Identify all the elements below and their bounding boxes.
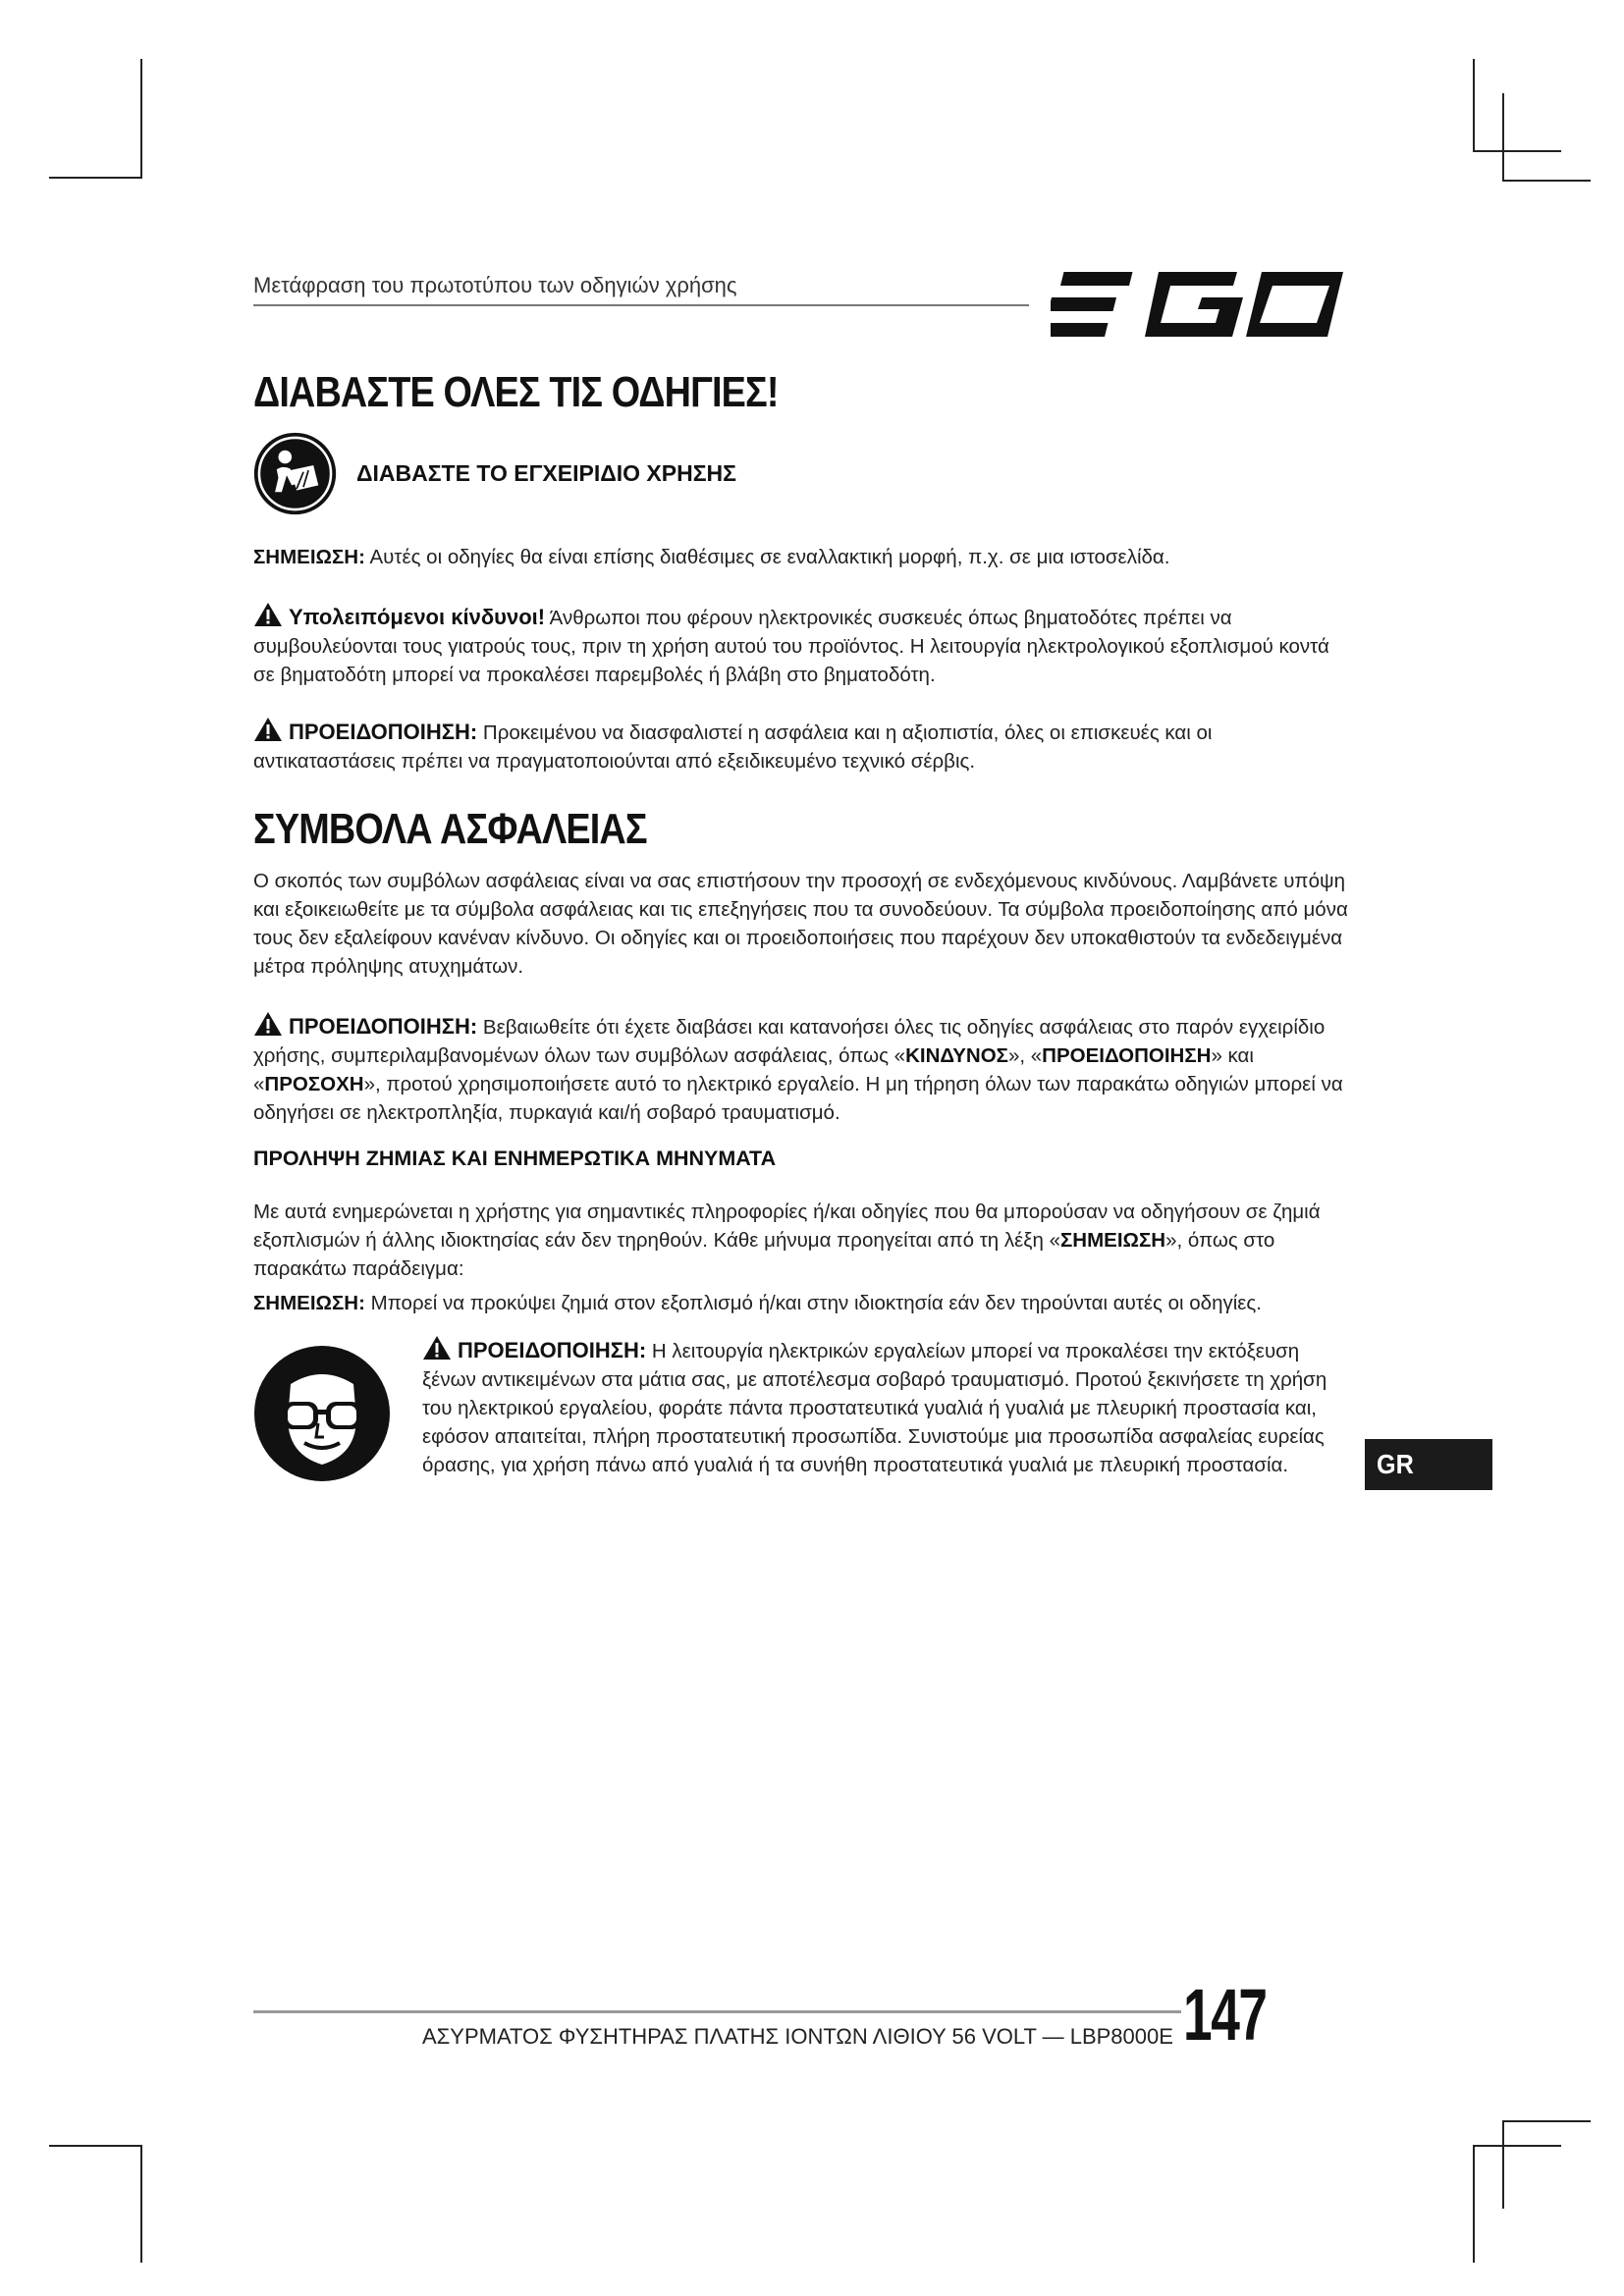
caution-keyword: ΠΡΟΣΟΧΗ <box>264 1073 364 1095</box>
crop-mark <box>1502 93 1504 182</box>
residual-risk-label: Υπολειπόμενοι κίνδυνοι! <box>289 605 546 629</box>
crop-mark <box>1502 2120 1504 2209</box>
intro-paragraph: Ο σκοπός των συμβόλων ασφάλειας είναι να σας επιστήσουν την προσοχή σε ενδεχόμενους κινδύνους. Λαμβάνετε υπόψη και εξοικειωθείτε με τα σύμβολα ασφάλειας και τις επεξηγήσεις που τα συνοδεύουν. Τα σύμβολα προειδοποίησης από μόνα τους δεν εξαλείφουν κανέναν κίνδυνο. Οι οδηγίες και οι προειδοποιήσεις που παρέχουν δεν υποκαθιστούν τα ενδεδειγμένα μέτρα πρόληψης ατυχημάτων. <box>253 870 1348 978</box>
section-title: ΣΥΜΒΟΛΑ ΑΣΦΑΛΕΙΑΣ <box>253 805 647 853</box>
crop-mark <box>1473 2145 1561 2147</box>
info-paragraph <box>253 1198 1353 1283</box>
warning-text: Βεβαιωθείτε ότι έχετε διαβάσει και κατανοήσει όλες τις οδηγίες ασφάλειας στο παρόν εγχειρίδιο χρήσης, συμπεριλαμβανομένων όλων των συμβόλων ασφάλειας, όπως « <box>253 1016 1326 1067</box>
language-tab <box>1365 1439 1492 1490</box>
warning-text: », « <box>1007 1044 1043 1067</box>
crop-mark <box>140 2145 142 2263</box>
crop-mark <box>49 2145 142 2147</box>
warning-triangle-icon <box>422 1335 452 1361</box>
info-text: », όπως στο παρακάτω παράδειγμα: <box>253 1229 1275 1280</box>
note-text: Αυτές οι οδηγίες θα είναι επίσης διαθέσιμες σε εναλλακτική μορφή, π.χ. σε μια ιστοσελίδα. <box>364 546 1170 568</box>
warning-label: ΠΡΟΕΙΔΟΠΟΙΗΣΗ: <box>458 1338 647 1362</box>
danger-keyword: ΚΙΝΔΥΝΟΣ <box>905 1044 1008 1067</box>
note-example-paragraph <box>253 1289 1353 1317</box>
page-number: 147 <box>1183 1974 1267 2056</box>
residual-risk-paragraph <box>253 602 1353 689</box>
translation-note: Μετάφραση του πρωτοτύπου των οδηγιών χρήσης <box>253 273 737 297</box>
eye-warning-paragraph <box>422 1335 1350 1479</box>
crop-mark <box>140 59 142 177</box>
note-paragraph <box>253 543 1353 571</box>
footer-product-title: ΑΣΥΡΜΑΤΟΣ ΦΥΣΗΤΗΡΑΣ ΠΛΑΤΗΣ ΙΟΝΤΩΝ ΛΙΘΙΟΥ 56 VOLT — LBP8000E <box>422 2024 1173 2049</box>
crop-mark <box>49 177 142 179</box>
warning-label: ΠΡΟΕΙΔΟΠΟΙΗΣΗ: <box>289 1014 478 1039</box>
warning-triangle-icon <box>253 1011 283 1037</box>
eye-protection-icon <box>253 1345 391 1482</box>
crop-mark <box>1502 2120 1591 2122</box>
footer-rule <box>253 2010 1181 2013</box>
crop-mark <box>1473 2145 1475 2263</box>
warning-keyword: ΠΡΟΕΙΔΟΠΟΙΗΣΗ <box>1042 1044 1212 1067</box>
ego-logo <box>1051 270 1345 339</box>
crop-mark <box>1502 180 1591 182</box>
note-keyword: ΣΗΜΕΙΩΣΗ <box>1059 1229 1166 1252</box>
warning-text: » και « <box>253 1044 1254 1095</box>
warning-text: Η λειτουργία ηλεκτρικών εργαλείων μπορεί να προκαλέσει την εκτόξευση ξένων αντικειμένων στα μάτια σας, με αποτέλεσμα σοβαρό τραυματισμό. Προτού ξεκινήσετε τη χρήση του ηλεκτρικού εργαλείου, φοράτε πάντα προστατευτικά γυαλιά ή γυαλιά με πλευρική προστασία και, εφόσον απαιτείται, πλήρη προστατευτική προσωπίδα. Συνιστούμε μια προσωπίδα ασφαλείας ευρείας όρασης, για χρήση πάνω από γυαλιά ή τα συνήθη προστατευτικά γυαλιά με πλευρική προστασία. <box>422 1340 1327 1476</box>
warning-label: ΠΡΟΕΙΔΟΠΟΙΗΣΗ: <box>289 720 478 744</box>
damage-prevention-heading: ΠΡΟΛΗΨΗ ΖΗΜΙΑΣ ΚΑΙ ΕΝΗΜΕΡΩΤΙΚΑ ΜΗΝΥΜΑΤΑ <box>253 1147 777 1170</box>
language-tab-label: GR <box>1377 1449 1414 1479</box>
header-rule <box>253 304 1029 306</box>
warning-text: Προκειμένου να διασφαλιστεί η ασφάλεια και η αξιοπιστία, όλες οι επισκευές και οι αντικαταστάσεις πρέπει να πραγματοποιούνται από εξειδικευμένο τεχνικό σέρβις. <box>253 721 1213 773</box>
warning-triangle-icon <box>253 717 283 742</box>
read-manual-label: ΔΙΑΒΑΣΤΕ ΤΟ ΕΓΧΕΙΡΙΔΙΟ ΧΡΗΣΗΣ <box>356 460 736 486</box>
warning-paragraph <box>253 717 1353 775</box>
residual-risk-text: Άνθρωποι που φέρουν ηλεκτρονικές συσκευές όπως βηματοδότες πρέπει να συμβουλεύονται τους γιατρούς τους, πριν τη χρήση αυτού του προϊόντος. Η λειτουργία ηλεκτρολογικού εξοπλισμού κοντά σε βηματοδότη μπορεί να προκαλέσει παρεμβολές ή βλάβη στο βηματοδότη. <box>253 607 1329 686</box>
crop-mark <box>1473 150 1561 152</box>
warning-triangle-icon <box>253 602 283 627</box>
crop-mark <box>1473 59 1475 152</box>
safety-warning-paragraph <box>253 1011 1353 1127</box>
note-text: Μπορεί να προκύψει ζημιά στον εξοπλισμό ή/και στην ιδιοκτησία εάν δεν τηρούνται αυτές οι οδηγίες. <box>364 1292 1262 1314</box>
note-label: ΣΗΜΕΙΩΣΗ: <box>253 546 365 568</box>
page-title: ΔΙΑΒΑΣΤΕ ΟΛΕΣ ΤΙΣ ΟΔΗΓΙΕΣ! <box>253 368 779 416</box>
read-manual-icon <box>253 432 337 515</box>
info-text: Με αυτά ενημερώνεται η χρήστης για σημαντικές πληροφορίες ή/και οδηγίες που θα μπορούσαν να οδηγήσουν σε ζημιά εξοπλισμών ή άλλης ιδιοκτησίας εάν δεν τηρηθούν. Κάθε μήνυμα προηγείται από τη λέξη « <box>253 1201 1321 1252</box>
note-label: ΣΗΜΕΙΩΣΗ: <box>253 1292 365 1314</box>
warning-text: », προτού χρησιμοποιήσετε αυτό το ηλεκτρικό εργαλείο. Η μη τήρηση όλων των παρακάτω οδηγιών μπορεί να οδηγήσει σε ηλεκτροπληξία, πυρκαγιά και/ή σοβαρό τραυματισμό. <box>253 1073 1343 1124</box>
